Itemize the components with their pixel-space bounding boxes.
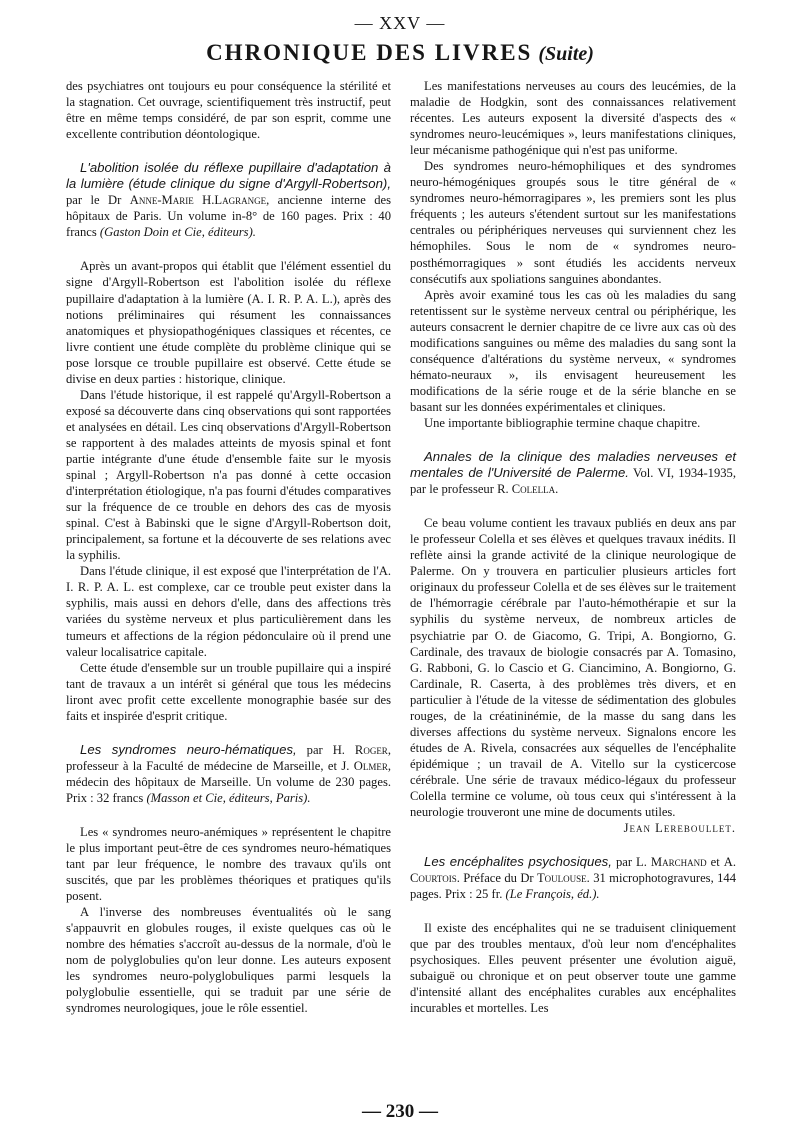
body-paragraph: Les « syndromes neuro-anémiques » représentent le chapitre le plus important peut-être de ces syndromes neuro-hématiques tant par leur fréquence, le nombre des travaux qu'ils ont suscités, que par les problèmes théoriques et pratiques qu'ils posent. (66, 824, 391, 904)
body-paragraph: Ce beau volume contient les travaux publiés en deux ans par le professeur Colella et ses élèves et quelques travaux inédits. Il reflète ainsi la grande activité de la clinique neurologique de Palerme. On y trouvera en particulier plusieurs articles fort originaux du professeur Colella et de ses élèves sur le traitement de l'hémorragie cérébrale par l'auto-hémothérapie et sur la syphilis du système nerveux, de nombreux articles de psychiatrie par O. de Giacomo, G. Tripi, A. Bongiorno, G. Cardinale, des travaux de biologie consacrés par A. Tomasino, G. Rabboni, G. lo Cascio et G. Ciancimino, A. Bongiorno, G. Cardinale, R. Caserta, à des problèmes très divers, et en particulier à l'étude de la vitesse de sédimentation des globules rouges, de la créatininémie, de la masse du sang dans les diverses affections du système nerveux. Signalons encore les études de A. Rivela, consacrées aux séquelles de l'encéphalite épidémique ; un travail de A. Vitello sur la cysticercose cérébrale. Une série de travaux médico-légaux du professeur Colella termine ce volume, où tous ceux qui s'intéressent à la neurologie trouveront une mine de documents utiles. (410, 516, 736, 820)
review-author: J. Olmer, (341, 758, 391, 773)
review-title: Annales de la clinique des maladies nerveuses et mentales de l'Université de Palerme. (410, 449, 736, 481)
title-suffix: (Suite) (538, 43, 594, 65)
review-entry (66, 742, 391, 806)
body-paragraph: Dans l'étude historique, il est rappelé qu'Argyll-Robertson a exposé sa découverte dans cinq observations qui sont rapportées et analysées en détail. Les cinq observations d'Argyll-Robertson se rapportent à des malades atteints de myosis spinal et font partie intégrante d'une étude d'ensemble faite sur le myosis spinal ; Argyll-Robertson n'a pas donné à cette occasion d'interprétation étiologique, n'a pas fourni d'études comparatives sur la fréquence de ce trouble en dehors des cas de myosis spinal. C'est à Babinski que le signe d'Argyll-Robertson doit, principalement, sa fortune et la découverte de ses relations avec la syphilis. (66, 387, 391, 563)
review-entry (410, 449, 736, 497)
review-title: Les syndromes neuro-hématiques, (80, 741, 297, 757)
review-title: L'abolition isolée du réflexe pupillaire d'adaptation à la lumière (étude clinique du signe d'Argyll-Robertson), (66, 160, 391, 192)
review-publisher: (Gaston Doin et Cie, éditeurs). (99, 225, 256, 240)
signature: Jean Lereboullet. (623, 821, 736, 836)
spacer (410, 836, 736, 854)
spacer (66, 806, 391, 824)
review-details: et (706, 855, 724, 870)
body-paragraph: Dans l'étude clinique, il est exposé que l'interprétation de l'A. I. R. P. A. L. est complexe, car ce trouble peut exister dans la syphilis, mais aussi en dehors d'elle, dans des affections très variées du système nerveux et plus particulièrement dans les tumeurs et affections de la région pédonculaire où il prend une valeur localisatrice capitale. (66, 564, 391, 659)
review-by: par (296, 742, 333, 757)
review-by: par le Dr (66, 193, 130, 208)
body-paragraph: Des syndromes neuro-hémophiliques et des syndromes neuro-hémogéniques groupés sous le titre général de « syndromes neuro-hémorragipares », les premiers sont les plus fréquents ; les auteurs s'étendent surtout sur les manifestations centrales ou périphériques nerveuses qui surviennent chez les hémophiles. Sous le nom de « syndromes neuro-posthémorragiques » sont étudiés les accidents nerveux consécutifs aux spoliations sanguines abondantes. (410, 159, 736, 286)
body-paragraph: Une importante bibliographie termine chaque chapitre. (424, 415, 701, 430)
review-details: Vol. VI, 1934-1935, par le professeur (410, 466, 736, 497)
body-paragraph: Il existe des encéphalites qui ne se traduisent cliniquement que par des troubles mentaux, d'où leur nom d'encéphalites psychosiques. Elles peuvent présenter une évolution aiguë, subaiguë ou chronique et on peut observer toute une gamme d'intensité allant des encéphalites curables aux encéphalites incurables et mortelles. Les (410, 921, 736, 1016)
page-number: — 230 — (362, 1101, 438, 1122)
spacer (66, 142, 391, 160)
body-paragraph: Les manifestations nerveuses au cours des leucémies, de la maladie de Hodgkin, sont des connaissances relativement récentes. Les auteurs exposent la diversité d'aspects des « syndromes neuro-leucémiques », leurs manifestations cliniques, leur mécanisme pathogénique qui n'est pas uniforme. (410, 79, 736, 158)
review-entry (66, 160, 391, 240)
review-author: L. Marchand (636, 855, 707, 870)
review-details: 31 microphotogravures, 144 pages. Prix : 25 fr. (410, 871, 736, 902)
folio: — XXV — (354, 13, 446, 33)
spacer (410, 431, 736, 449)
right-column (410, 78, 736, 1017)
review-author: R. Colella. (497, 482, 559, 497)
body-paragraph: Cette étude d'ensemble sur un trouble pupillaire qui a inspiré tant de travaux a un intérêt si général que tous les médecins liront avec profit cette excellente monographie basée sur des faits et inspirée d'esprit critique. (66, 660, 391, 723)
review-publisher: (Le François, éd.). (505, 887, 600, 902)
review-author: H. Roger, (332, 742, 391, 757)
body-paragraph: Après un avant-propos qui établit que l'élément essentiel du signe d'Argyll-Robertson est l'abolition isolée du réflexe pupillaire d'adaptation à la lumière (A. I. R. P. A. L.), après des notions préliminaires qui résument les connaissances anatomiques et physiopathogéniques classiques et récentes, ce livre contient une étude complète du problème clinique qui se pose lorsque ce trouble pupillaire est observé. Cette étude se divise en deux parties : historique, clinique. (66, 259, 391, 386)
spacer (410, 497, 736, 515)
review-details: professeur à la Faculté de médecine de Marseille, et (66, 758, 342, 773)
review-author: Toulouse. (536, 871, 590, 886)
body-paragraph: Après avoir examiné tous les cas où les maladies du sang retentissent sur le système nerveux central ou périphérique, les auteurs consacrent le dernier chapitre de ce livre aux cas où des modifications sanguines ou même des maladies du sang sont la conséquence d'altérations du système nerveux, « syndromes hémato-neuraux », ils envisagent heureusement les modifications de la série rouge et de la série blanche en se basant sur les données expérimentales et cliniques. (410, 287, 736, 414)
review-entry (410, 854, 736, 902)
spacer (66, 240, 391, 258)
page-title (0, 40, 800, 66)
spacer (66, 724, 391, 742)
left-column (66, 78, 391, 1017)
title-text: CHRONIQUE DES LIVRES (206, 40, 533, 65)
review-author: Anne-Marie H.Lagrange, (129, 193, 270, 208)
body-paragraph: A l'inverse des nombreuses éventualités où le sang s'appauvrit en globules rouges, il existe quelques cas où le nombre des hématies s'accroît au-dessus de la normale, d'où le nom de polyglobulies qu'on leur donne. Les auteurs exposent les syndromes neuro-polyglobuliques parmi lesquels la polyglobulie essentielle, qui se traduit par une série de syndromes neurologiques, joue le rôle essentiel. (66, 905, 391, 1016)
intro-paragraph: des psychiatres ont toujours eu pour conséquence la stérilité et la stagnation. Cet ouvrage, scientifiquement très instructif, peut être en même temps considéré, de par son esprit, comme une excellente contribution déontologique. (66, 79, 391, 142)
review-title: Les encéphalites psychosiques, (424, 854, 612, 870)
review-details: ancienne interne des hôpitaux de Paris. Un volume in-8° de 160 pages. Prix : 40 francs (66, 193, 392, 240)
spacer (410, 902, 736, 920)
review-details: Préface du Dr (459, 871, 537, 886)
review-author: A. Courtois. (410, 855, 736, 886)
review-by: par (611, 855, 637, 870)
review-publisher: (Masson et Cie, éditeurs, Paris). (146, 790, 311, 805)
review-details: médecin des hôpitaux de Marseille. Un volume de 230 pages. Prix : 32 francs (66, 774, 391, 805)
